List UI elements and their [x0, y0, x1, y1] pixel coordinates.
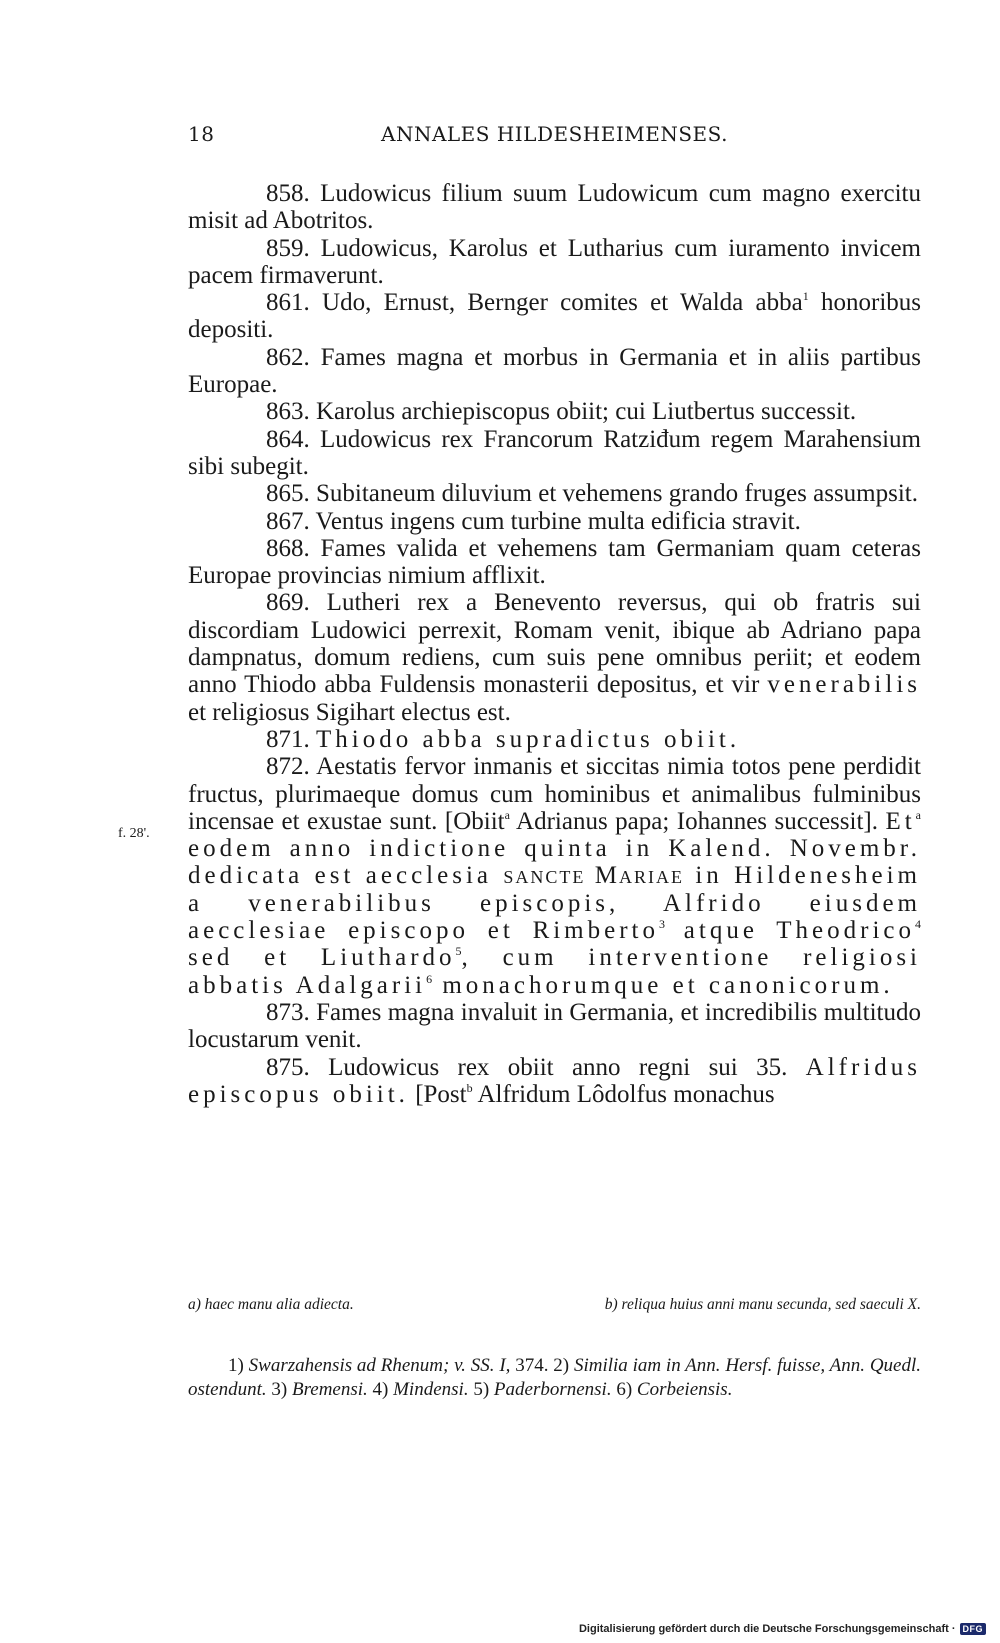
entry-871-number: 871. [266, 725, 310, 753]
entry-872-text: 872. Aestatis fervor inmanis et siccitas nimia totos pene perdidit fructus, plurimaeque domus cum hominibus et animalibus fulminibus incensae et exustae sunt. [Obiit [188, 753, 921, 835]
spaced-text: in Hildenesheim a venerabilibus episcopis, Alfrido eiusdem aecclesiae episcopo et Rimberto [188, 862, 922, 945]
footnote-ref: 3 [659, 917, 665, 932]
entry-871 [188, 726, 921, 753]
entry-862: 862. Fames magna et morbus in Germania et in aliis partibus Europae. [188, 343, 921, 399]
entry-861-end: honoribus depositi. [188, 289, 921, 344]
spaced-text: monachorumque et canonicorum. [432, 971, 894, 999]
entry-869-text: 869. Lutheri rex a Benevento reversus, qui ob fratris sui discordiam Ludowici perrexit, Romam venit, ibique ab Adriano papa dampnatus, domum rediens, cum suis pene omnibus periit; et eodem anno Thiodo abba Fuldensis monasterii depositus, et vir [188, 589, 921, 699]
apparatus-note-a: a) haec manu alia adiecta. [188, 1296, 354, 1313]
spaced-text: Et [885, 807, 916, 835]
footnote-3: Bremensi. [291, 1379, 368, 1400]
footnote-1-page: 374. [510, 1355, 549, 1376]
entry-863: 863. Karolus archiepiscopus obiit; cui Liutbertus successit. [266, 398, 857, 426]
apparatus-ref: b [466, 1080, 473, 1095]
apparatus-ref: a [504, 807, 510, 822]
running-title: ANNALES HILDESHEIMENSES. [381, 122, 728, 146]
entry-875-text-3: Alfridum Lôdolfus monachus [472, 1080, 775, 1108]
digitization-text: Digitalisierung gefördert durch die Deutsche Forschungsgemeinschaft · [578, 1623, 956, 1635]
dfg-logo-icon: DFG [960, 1623, 987, 1635]
entry-865: 865. Subitaneum diluvium et vehemens grando fruges assumpsit. [266, 480, 918, 508]
entry-859: 859. Ludowicus, Karolus et Lutharius cum iuramento invicem pacem firmaverunt. [188, 234, 921, 289]
apparatus-note-b: b) reliqua huius anni manu secunda, sed saeculi X. [604, 1296, 921, 1313]
small-caps-text: sancte Mariae [503, 862, 684, 890]
annals-body [188, 180, 921, 1108]
entry-861-text: 861. Udo, Ernust, Bernger comites et Walda abba [266, 289, 803, 317]
apparatus-ref: a [915, 807, 921, 822]
footnote-6: Corbeiensis. [636, 1379, 733, 1400]
footnote-5-number: 5) [468, 1379, 494, 1400]
entry-875-text: 875. Ludowicus rex obiit anno regni sui 35. [266, 1053, 806, 1081]
apparatus-row [188, 1295, 921, 1314]
entry-864: 864. Ludowicus rex Francorum Ratziđum regem Marahensium sibi subegit. [188, 425, 921, 480]
footnote-6-number: 6) [611, 1379, 637, 1400]
entry-868: 868. Fames valida et vehemens tam Germaniam quam ceteras Europae provincias nimium afflixit. [188, 534, 921, 590]
footnote-ref: 1 [802, 289, 809, 304]
entry-861 [188, 289, 921, 344]
spaced-text: venerabilis [767, 671, 921, 699]
footnotes [188, 1354, 921, 1402]
spaced-text: , cum interventione religiosi abbatis Adalgarii [188, 944, 922, 999]
entry-875 [188, 1054, 921, 1109]
footnote-block [188, 1354, 921, 1402]
entry-867: 867. Ventus ingens cum turbine multa edificia stravit. [266, 507, 801, 535]
spaced-text: Alfridus episcopus obiit. [188, 1053, 921, 1108]
entry-873: 873. Fames magna invaluit in Germania, et incredibilis multitudo locustarum venit. [188, 998, 921, 1054]
footnote-2-number: 2) [548, 1355, 574, 1376]
spaced-text: atque Theodrico [665, 917, 915, 945]
footnote-ref: 5 [455, 944, 462, 959]
page-header [188, 122, 921, 152]
footnote-1-number: 1) [228, 1355, 249, 1376]
footnote-ref: 4 [915, 917, 921, 932]
footnote-4: Mindensi. [393, 1379, 469, 1400]
entry-875-text-2: [Post [408, 1080, 467, 1108]
spaced-text: Thiodo abba supradictus obiit. [316, 725, 741, 753]
entry-872-text-2: Adrianus papa; Iohannes successit]. [509, 807, 886, 835]
spaced-text: sed et Liuthardo [188, 944, 456, 972]
entry-858: 858. Ludowicus filium suum Ludowicum cum magno exercitu misit ad Abotritos. [188, 180, 921, 235]
entry-872 [188, 753, 921, 999]
footnote-5: Paderbornensi. [493, 1379, 612, 1400]
critical-apparatus [188, 1295, 921, 1314]
digitization-credit [579, 1623, 986, 1635]
footnote-1: Swarzahensis ad Rhenum; v. SS. I, [248, 1355, 511, 1376]
page-number: 18 [188, 122, 215, 146]
spaced-text: eodem anno indictione quinta in Kalend. Novembr. dedicata est aecclesia [188, 835, 921, 890]
margin-folio-note: f. 28'. [118, 826, 150, 841]
entry-869-end: et religiosus Sigihart electus est. [188, 698, 511, 726]
entry-869 [188, 589, 921, 725]
footnote-3-number: 3) [266, 1379, 292, 1400]
footnote-2: Similia iam in Ann. Hersf. fuisse, Ann. Quedl. ostendunt. [188, 1355, 922, 1400]
footnote-ref: 6 [426, 971, 433, 986]
footnote-4-number: 4) [367, 1379, 394, 1400]
